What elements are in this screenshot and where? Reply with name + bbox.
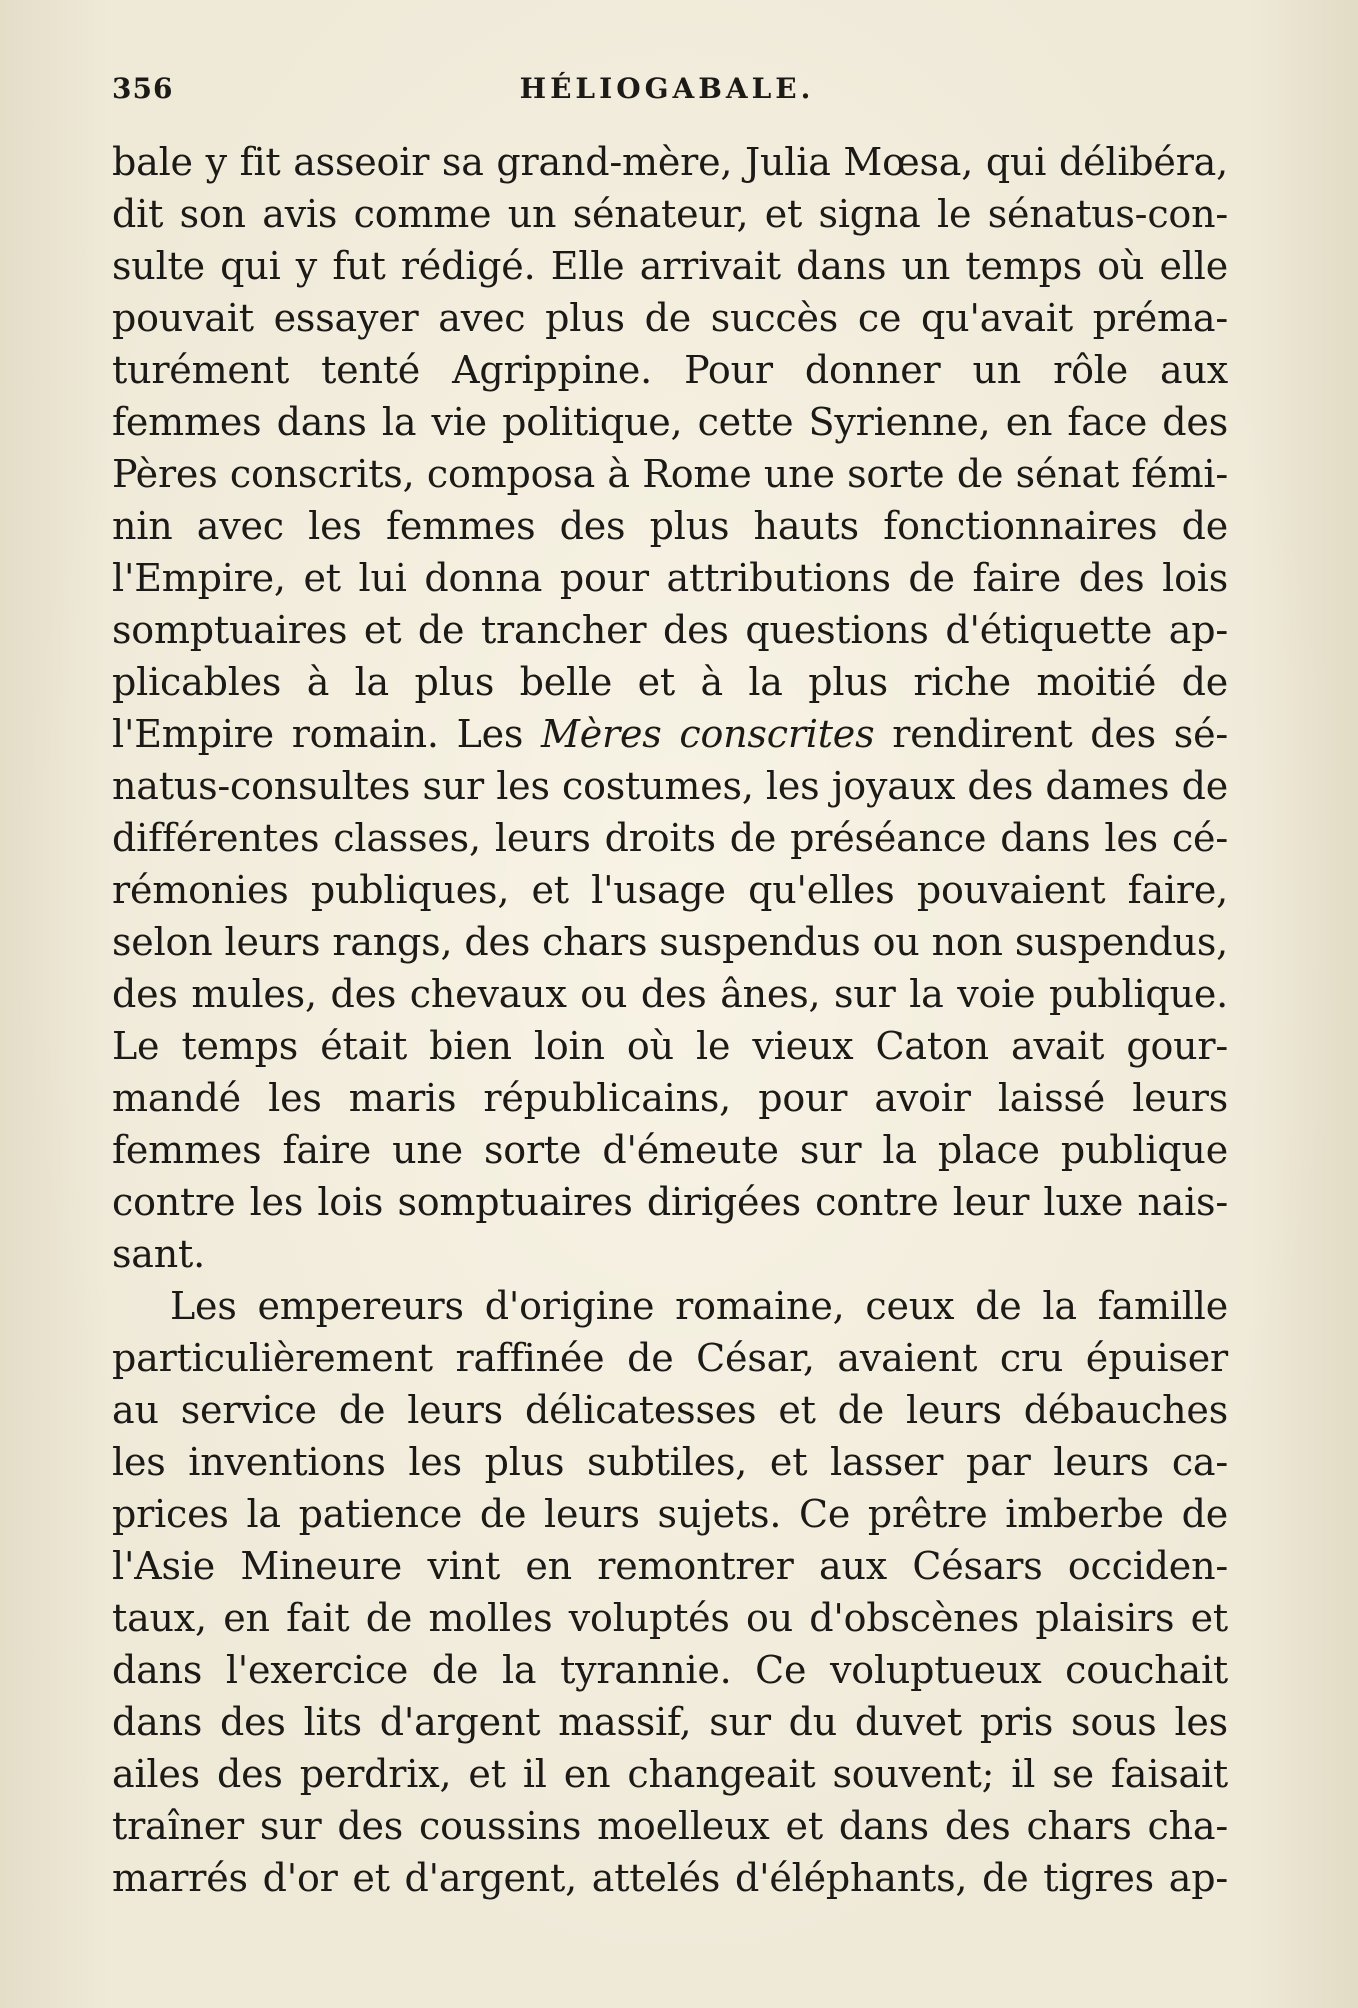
text-line: dit son avis comme un sénateur, et signa le sénatus-con- — [112, 192, 1228, 236]
text-line-with-italic — [112, 708, 1228, 760]
text-line: dans des lits d'argent massif, sur du duvet pris sous les — [112, 1700, 1228, 1744]
text-line: bale y fit asseoir sa grand-mère, Julia Mœsa, qui délibéra, — [112, 140, 1228, 184]
text-line: plicables à la plus belle et à la plus riche moitié de — [112, 660, 1228, 704]
text-line: nin avec les femmes des plus hauts fonctionnaires de — [112, 504, 1228, 548]
text-line: traîner sur des coussins moelleux et dans des chars cha- — [112, 1804, 1228, 1848]
text-line: turément tenté Agrippine. Pour donner un rôle aux — [112, 348, 1228, 392]
body-text — [112, 136, 1228, 1904]
text-line: différentes classes, leurs droits de préséance dans les cé- — [112, 816, 1228, 860]
page-number: 356 — [112, 72, 174, 105]
text-line: selon leurs rangs, des chars suspendus ou non suspendus, — [112, 920, 1228, 964]
text-line: rémonies publiques, et l'usage qu'elles pouvaient faire, — [112, 868, 1228, 912]
text-line: ailes des perdrix, et il en changeait souvent; il se faisait — [112, 1752, 1228, 1796]
running-head — [112, 72, 1222, 116]
text-line: sant. — [112, 1232, 205, 1276]
text-line: des mules, des chevaux ou des ânes, sur la voie publique. — [112, 972, 1228, 1016]
text-line: Le temps était bien loin où le vieux Caton avait gour- — [112, 1024, 1228, 1068]
text-line: marrés d'or et d'argent, attelés d'éléphants, de tigres ap- — [112, 1856, 1228, 1900]
text-line: particulièrement raffinée de César, avaient cru épuiser — [112, 1336, 1228, 1380]
text-line: somptuaires et de trancher des questions d'étiquette ap- — [112, 608, 1228, 652]
running-title: HÉLIOGABALE. — [519, 72, 815, 105]
text-line: sulte qui y fut rédigé. Elle arrivait dans un temps où elle — [112, 244, 1228, 288]
text-segment: rendirent des sé- — [892, 712, 1229, 756]
text-line: taux, en fait de molles voluptés ou d'obscènes plaisirs et — [112, 1596, 1228, 1640]
text-line: femmes dans la vie politique, cette Syrienne, en face des — [112, 400, 1228, 444]
text-line: mandé les maris républicains, pour avoir laissé leurs — [112, 1076, 1228, 1120]
italic-phrase: Mères conscrites — [541, 712, 875, 756]
text-line: l'Empire, et lui donna pour attributions de faire des lois — [112, 556, 1228, 600]
text-line: pouvait essayer avec plus de succès ce qu'avait préma- — [112, 296, 1228, 340]
text-line: prices la patience de leurs sujets. Ce prêtre imberbe de — [112, 1492, 1228, 1536]
text-line: contre les lois somptuaires dirigées contre leur luxe nais- — [112, 1180, 1228, 1224]
text-line: Pères conscrits, composa à Rome une sorte de sénat fémi- — [112, 452, 1228, 496]
text-line: les inventions les plus subtiles, et lasser par leurs ca- — [112, 1440, 1228, 1484]
text-line: l'Asie Mineure vint en remontrer aux Césars occiden- — [112, 1544, 1228, 1588]
text-segment: l'Empire romain. Les — [112, 712, 524, 756]
text-line: femmes faire une sorte d'émeute sur la place publique — [112, 1128, 1228, 1172]
text-line: au service de leurs délicatesses et de leurs débauches — [112, 1388, 1228, 1432]
text-line: dans l'exercice de la tyrannie. Ce voluptueux couchait — [112, 1648, 1228, 1692]
paragraph-first-line: Les empereurs d'origine romaine, ceux de la famille — [170, 1284, 1228, 1328]
text-line: natus-consultes sur les costumes, les joyaux des dames de — [112, 764, 1228, 808]
